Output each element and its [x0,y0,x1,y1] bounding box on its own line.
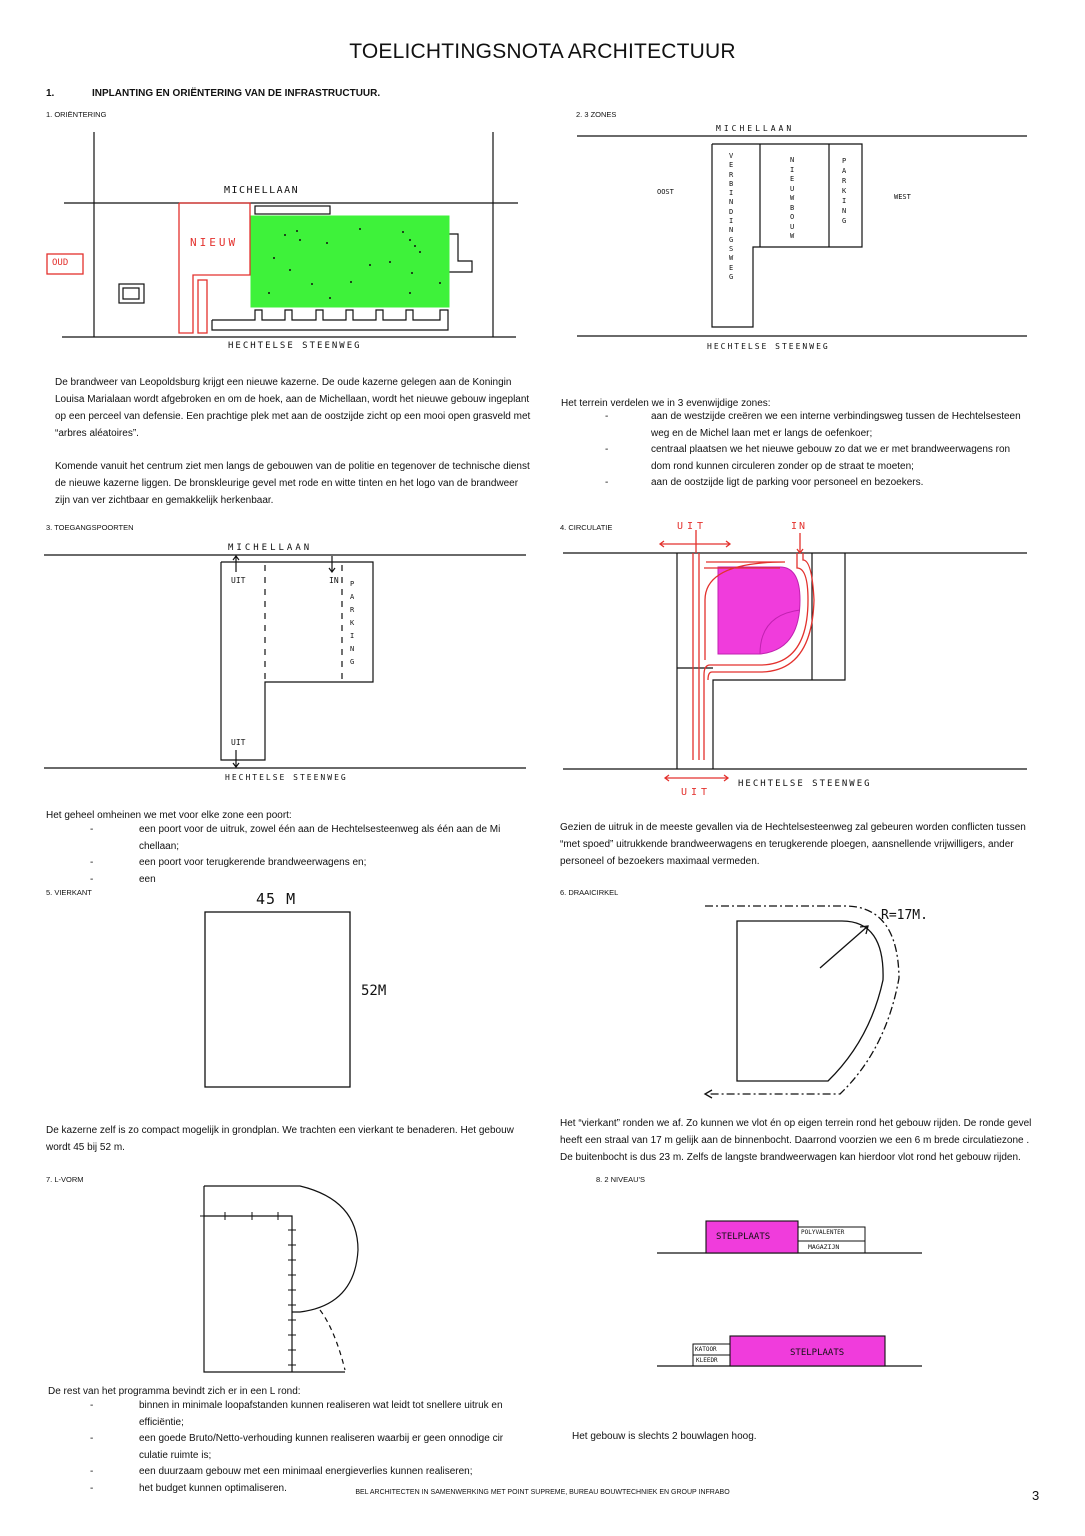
section-title: INPLANTING EN ORIËNTERING VAN DE INFRASTRUCTUUR. [92,88,381,99]
paragraph-draaicirkel: Het “vierkant” ronden we af. Zo kunnen we vlot én op eigen terrein rond het gebouw rijden. De ronde gevel heeft een straal van 17 m gelijk aan de binnenbocht. Daarrond voorzien we een 6 m brede circulatiezone . De buitenbocht is dus 23 m. Zelfs de langste brandweerwagen kan hierdoor vlot rond het gebouw rijden. [560,1118,1032,1163]
page-title: TOELICHTINGSNOTA ARCHITECTUUR [349,40,736,63]
intro-l-vorm: De rest van het programma bevindt zich er in een L rond: [48,1386,301,1397]
label-nieuw: NIEUW [190,236,239,249]
label-oost: OOST [657,188,674,196]
label-parking: PARKING [842,157,847,225]
intro-3-zones: Het terrein verdelen we in 3 evenwijdige zones: [561,398,771,409]
label-oud: OUD [52,258,69,268]
list-item: - binnen in minimale loopafstanden kunnen realiseren wat leidt tot snellere uitruk en efficiëntie; [90,1400,503,1428]
paragraph-1a: De brandweer van Leopoldsburg krijgt een nieuwe kazerne. De oude kazerne gelegen aan de Koningin Louisa Marialaan wordt afgebroken en om de hoek, aan de Michellaan, wordt het nieuwe gebouw ingeplant op een perceel van defensie. Een prachtige plek met aan de oostzijde zicht op een mooi open grasveld met “arbres aléatoires”. [55,377,531,439]
label-michellaan-2: MICHELLAAN [716,124,795,133]
list-item: - aan de westzijde creëren we een interne verbindingsweg tussen de Hechtelsesteen weg en de Michel laan met er langs de oefenkoer; [605,411,1021,439]
list-item: - een [90,873,156,885]
caption-2-niveaus: 8. 2 NIVEAU'S [596,1175,645,1184]
label-hechtelse-2: HECHTELSE STEENWEG [707,342,830,351]
label-michellaan-3: MICHELLAAN [228,543,313,553]
caption-3-zones: 2. 3 ZONES [576,110,617,119]
label-stelplaats-2: STELPLAATS [790,1348,845,1358]
label-verbindingsweg: VERBINDINGSWEG [729,152,734,281]
label-stelplaats-1: STELPLAATS [716,1232,771,1242]
list-item: - een poort voor terugkerende brandweerwagens en; [90,857,367,868]
label-uit-2: UIT [231,738,246,747]
list-item: - centraal plaatsen we het nieuwe gebouw zo dat we er met brandweerwagens ron dom rond kunnen circuleren zonder op de straat te moeten; [605,444,1011,472]
page-number: 3 [1032,1488,1040,1503]
caption-l-vorm: 7. L-VORM [46,1175,84,1184]
paragraph-circulatie: Gezien de uitruk in de meeste gevallen via de Hechtelsesteenweg zal gebeuren worden conflicten tussen “met spoed” uitrukkende brandweerwagens en terugkerende ploegen, aansnellende vrijwilligers, ander personeel of bezoekers maximaal vermeden. [560,822,1026,867]
label-radius: R=17M. [881,908,928,923]
label-michellaan: MICHELLAAN [224,185,300,196]
intro-toegangspoorten: Het geheel omheinen we met voor elke zone een poort: [46,810,292,821]
label-west: WEST [894,193,911,201]
caption-vierkant: 5. VIERKANT [46,888,92,897]
section-number: 1. [46,88,55,99]
page-footer: BEL ARCHITECTEN IN SAMENWERKING MET POINT SUPREME, BUREAU BOUWTECHNIEK EN GROUP INFRABO [355,1489,730,1496]
label-parking-2: PARKING [350,580,355,666]
label-magazijn: MAGAZIJN [808,1243,840,1251]
list-item: - het budget kunnen optimaliseren. [90,1482,287,1494]
label-in: IN [329,576,339,585]
caption-toegangspoorten: 3. TOEGANGSPOORTEN [46,523,134,532]
label-hechtelse: HECHTELSE STEENWEG [228,341,362,351]
dimension-45m: 45 M [256,890,297,908]
label-kantoor: KATOOR [695,1346,717,1353]
label-kleedr: KLEEDR [696,1357,718,1364]
list-item: - aan de oostzijde ligt de parking voor personeel en bezoekers. [605,477,924,488]
paragraph-1b: Komende vanuit het centrum ziet men langs de gebouwen van de politie en tegenover de technische dienst de nieuwe kazerne liggen. De bronskleurige gevel met rode en witte tinten en het logo van de brandweer zijn van ver zichtbaar en gemakkelijk herkenbaar. [55,461,530,506]
label-nieuwbouw: NIEUWBOUW [790,156,795,240]
label-in-top: IN [791,521,808,532]
caption-draaicirkel: 6. DRAAICIRKEL [560,888,619,897]
list-item: - een duurzaam gebouw met een minimaal energieverlies kunnen realiseren; [90,1466,473,1477]
label-uit-top: UIT [677,521,708,532]
dimension-52m: 52M [361,983,387,999]
label-hechtelse-4: HECHTELSE STEENWEG [738,779,872,789]
paragraph-2-niveaus: Het gebouw is slechts 2 bouwlagen hoog. [572,1431,757,1442]
label-hechtelse-3: HECHTELSE STEENWEG [225,773,348,782]
list-item: - een goede Bruto/Netto-verhouding kunnen realiseren waarbij er geen onnodige cir culatie ruimte is; [90,1433,504,1461]
label-uit: UIT [231,576,246,585]
label-polyvalente: POLYVALENTER [801,1229,845,1236]
caption-orientering: 1. ORIËNTERING [46,110,107,119]
paragraph-vierkant: De kazerne zelf is zo compact mogelijk in grondplan. We trachten een vierkant te benaderen. Het gebouw wordt 45 bij 52 m. [46,1125,514,1153]
list-item: - een poort voor de uitruk, zowel één aan de Hechtelsesteenweg als één aan de Mi chellaan; [90,824,501,852]
label-uit-bottom: UIT [681,787,712,798]
caption-circulatie: 4. CIRCULATIE [560,523,613,532]
